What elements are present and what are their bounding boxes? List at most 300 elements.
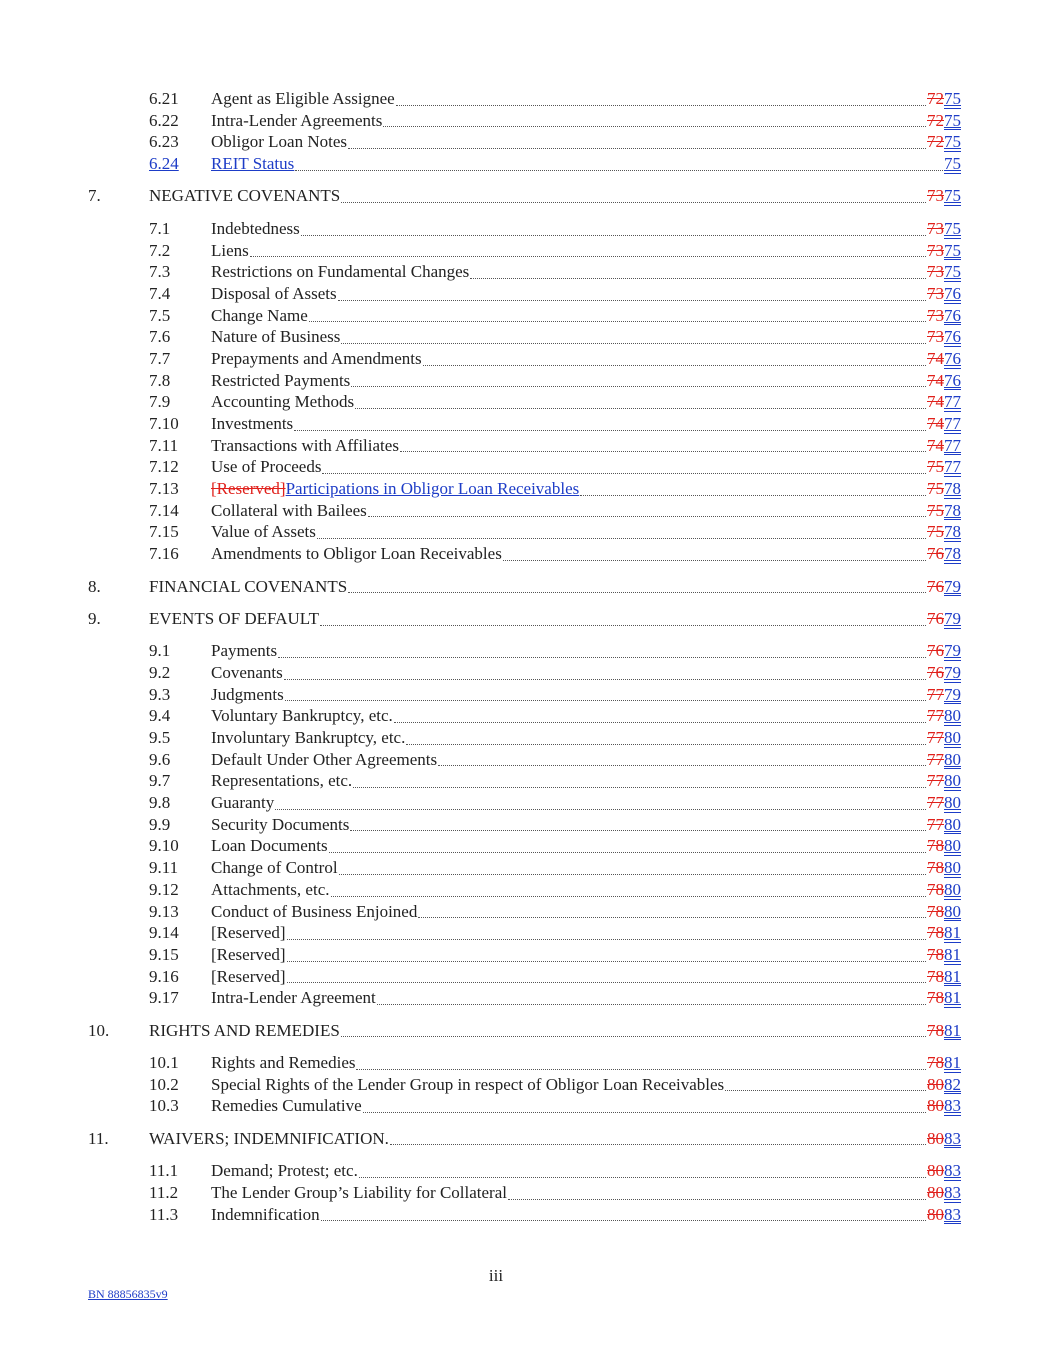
toc-entry-line [211, 131, 961, 153]
toc-entry-title: Agent as Eligible Assignee [211, 89, 395, 108]
toc-entry-number: 7.11 [149, 435, 179, 455]
toc-page-number[interactable] [927, 261, 961, 283]
toc-entry[interactable] [0, 684, 1055, 706]
inserted-page-number: 83 [944, 1204, 961, 1224]
dot-leader [396, 104, 926, 106]
toc-entry-line [211, 922, 961, 944]
toc-entry[interactable] [0, 705, 1055, 727]
toc-entry[interactable] [0, 1128, 1055, 1150]
toc-entry[interactable] [0, 88, 1055, 110]
toc-entry-line [211, 1052, 961, 1074]
toc-entry-title: Amendments to Obligor Loan Receivables [211, 544, 502, 564]
deleted-page-number: 73 [927, 305, 944, 325]
toc-page-number[interactable] [927, 1074, 961, 1096]
dot-leader [383, 125, 926, 127]
dot-leader [508, 1198, 926, 1200]
toc-entry[interactable] [0, 370, 1055, 392]
toc-page-number[interactable] [927, 1160, 961, 1182]
dot-leader [341, 342, 926, 344]
inserted-page-number: 81 [944, 988, 961, 1008]
toc-entry-line [149, 1020, 961, 1042]
deleted-page-number: 80 [927, 1161, 944, 1181]
toc-entry-number: 11.1 [149, 1161, 179, 1181]
deleted-page-number: 80 [927, 1182, 944, 1202]
toc-entry-number: 9.10 [149, 836, 179, 856]
deleted-page-number: 73 [927, 283, 944, 303]
toc-page-number[interactable] [927, 684, 961, 706]
toc-entry[interactable] [0, 987, 1055, 1009]
toc-entry[interactable] [0, 901, 1055, 923]
dot-leader [438, 764, 926, 766]
toc-entry-title: REIT Status [211, 154, 295, 174]
toc-entry-line [211, 770, 961, 792]
inserted-page-number: 78 [944, 544, 961, 564]
deleted-page-number: 80 [927, 1128, 944, 1148]
deleted-page-number: 73 [927, 327, 944, 347]
toc-entry-number: 9.14 [149, 923, 179, 943]
toc-entry[interactable] [0, 966, 1055, 988]
page-number: iii [488, 1266, 504, 1285]
toc-page-number[interactable] [927, 1020, 961, 1042]
toc-entry[interactable] [0, 814, 1055, 836]
deleted-page-number: 76 [927, 608, 944, 628]
toc-page-number[interactable] [927, 987, 961, 1009]
toc-entry-line [211, 435, 961, 457]
toc-page-number[interactable] [927, 131, 961, 153]
toc-entry-number: 10.1 [149, 1053, 179, 1072]
toc-entry[interactable] [0, 1074, 1055, 1096]
toc-entry-title: Restricted Payments [211, 370, 351, 390]
inserted-page-number: 76 [944, 305, 961, 325]
deleted-page-number: 73 [927, 218, 944, 238]
toc-entry-number: 9.6 [149, 749, 171, 769]
toc-page-number[interactable] [927, 413, 961, 435]
toc-page-number[interactable] [927, 478, 961, 500]
toc-page-number[interactable] [927, 500, 961, 522]
inserted-title-text: Participations in Obligor Loan Receivables [285, 479, 580, 499]
toc-page-number[interactable] [944, 153, 961, 175]
toc-entry-line [211, 326, 961, 348]
toc-entry-number: 10.2 [149, 1074, 179, 1094]
toc-page-number[interactable] [927, 749, 961, 771]
toc-entry[interactable] [0, 770, 1055, 792]
toc-entry[interactable] [0, 326, 1055, 348]
inserted-page-number: 79 [944, 684, 961, 704]
toc-entry-line [211, 218, 961, 240]
inserted-page-number: 83 [944, 1182, 961, 1202]
toc-entry[interactable] [0, 1182, 1055, 1204]
toc-entry-number: 9.12 [149, 879, 179, 899]
deleted-page-number: 74 [927, 392, 944, 412]
toc-page-number[interactable] [927, 521, 961, 543]
toc-page-number[interactable] [927, 305, 961, 327]
toc-entry[interactable] [0, 792, 1055, 814]
toc-entry[interactable] [0, 749, 1055, 771]
inserted-page-number: 76 [944, 348, 961, 368]
toc-entry-line [211, 662, 961, 684]
toc-page-number[interactable] [927, 185, 961, 207]
inserted-page-number: 77 [944, 435, 961, 455]
dot-leader [329, 851, 926, 853]
toc-entry-title: Attachments, etc. [211, 879, 330, 899]
dot-leader [470, 277, 926, 279]
dot-leader [339, 873, 926, 875]
dot-leader [331, 895, 927, 897]
inserted-page-number: 80 [944, 879, 961, 899]
toc-entry[interactable] [0, 543, 1055, 565]
toc-page-number[interactable] [927, 792, 961, 814]
toc-entry-line [211, 684, 961, 706]
dot-leader [320, 624, 926, 626]
toc-entry[interactable] [0, 283, 1055, 305]
inserted-page-number: 80 [944, 901, 961, 921]
toc-entry-line [211, 521, 961, 543]
toc-page-number[interactable] [927, 835, 961, 857]
deleted-page-number: 75 [927, 479, 944, 499]
toc-entry[interactable] [0, 521, 1055, 543]
toc-page-number[interactable] [927, 218, 961, 240]
toc-entry-line [149, 185, 961, 207]
toc-entry-line [211, 413, 961, 435]
deleted-page-number: 76 [927, 576, 944, 596]
toc-entry-number: 7.12 [149, 457, 179, 477]
toc-entry[interactable] [0, 640, 1055, 662]
toc-entry-title: [Reserved] [211, 966, 286, 986]
inserted-page-number: 75 [944, 262, 961, 282]
toc-entry-title: Accounting Methods [211, 392, 355, 412]
deleted-page-number: 75 [927, 522, 944, 542]
toc-entry-title: Remedies Cumulative [211, 1096, 362, 1116]
toc-entry[interactable] [0, 240, 1055, 262]
toc-entry-title: Investments [211, 414, 294, 433]
deleted-page-number: 74 [927, 435, 944, 455]
inserted-page-number: 79 [944, 662, 961, 682]
dot-leader [348, 147, 926, 149]
toc-entry-line [211, 987, 961, 1009]
toc-page-number[interactable] [927, 1052, 961, 1074]
dot-leader [341, 201, 926, 203]
toc-entry-line [211, 1160, 961, 1182]
inserted-page-number: 81 [944, 923, 961, 943]
toc-entry[interactable] [0, 500, 1055, 522]
deleted-page-number: 77 [927, 749, 944, 769]
toc-entry-line [211, 901, 961, 923]
toc-entry-title: Conduct of Business Enjoined [211, 901, 418, 921]
dot-leader [580, 494, 926, 496]
toc-entry-number: 7.5 [149, 305, 171, 325]
dot-leader [359, 1176, 926, 1178]
toc-entry[interactable] [0, 456, 1055, 478]
toc-entry-number: 9.13 [149, 901, 179, 921]
toc-page-number[interactable] [927, 640, 961, 662]
toc-entry-line [149, 608, 961, 630]
dot-leader [287, 981, 926, 983]
toc-entry-number: 8. [88, 576, 101, 596]
toc-entry[interactable] [0, 727, 1055, 749]
toc-entry-line [211, 478, 961, 500]
inserted-page-number: 75 [944, 132, 961, 152]
toc-entry-number: 9.15 [149, 944, 179, 964]
dot-leader [356, 1068, 926, 1070]
toc-entry[interactable] [0, 261, 1055, 283]
toc-page-number[interactable] [927, 857, 961, 879]
toc-entry-line [211, 1074, 961, 1096]
toc-entry-title: Judgments [211, 684, 284, 704]
toc-page-number[interactable] [927, 348, 961, 370]
toc-entry-title: EVENTS OF DEFAULT [149, 608, 320, 628]
toc-entry[interactable] [0, 478, 1055, 500]
toc-entry-title: Nature of Business [211, 327, 341, 347]
toc-entry[interactable] [0, 305, 1055, 327]
dot-leader [295, 169, 943, 171]
toc-entry[interactable] [0, 922, 1055, 944]
inserted-page-number: 79 [944, 641, 961, 661]
toc-entry-title: Special Rights of the Lender Group in respect of Obligor Loan Receivables [211, 1074, 725, 1094]
toc-entry-title: Demand; Protest; etc. [211, 1161, 358, 1181]
toc-entry-number: 7.16 [149, 544, 179, 564]
inserted-page-number: 75 [944, 218, 961, 238]
toc-entry-title: RIGHTS AND REMEDIES [149, 1020, 340, 1040]
toc-entry-title: Liens [211, 240, 249, 260]
dot-leader [284, 678, 926, 680]
toc-entry-number: 6.24 [149, 154, 179, 174]
toc-page-number[interactable] [927, 901, 961, 923]
toc-page-number[interactable] [927, 391, 961, 413]
dot-leader [250, 255, 926, 257]
toc-entry-line [211, 240, 961, 262]
toc-entry-line [211, 391, 961, 413]
inserted-page-number: 75 [944, 89, 961, 108]
toc-entry[interactable] [0, 1052, 1055, 1074]
toc-page-number[interactable] [927, 662, 961, 684]
toc-entry[interactable] [0, 857, 1055, 879]
toc-entry-title: NEGATIVE COVENANTS [149, 186, 341, 206]
toc-page-number[interactable] [927, 576, 961, 598]
deleted-page-number: 80 [927, 1074, 944, 1094]
toc-entry-line [211, 879, 961, 901]
toc-page-number[interactable] [927, 770, 961, 792]
toc-page-number[interactable] [927, 814, 961, 836]
toc-entry-number: 7.7 [149, 348, 171, 368]
deleted-page-number: 78 [927, 858, 944, 878]
deleted-page-number: 75 [927, 500, 944, 520]
dot-leader [394, 721, 926, 723]
dot-leader [285, 699, 926, 701]
toc-entry-title: Indemnification [211, 1204, 320, 1224]
toc-entry[interactable] [0, 110, 1055, 132]
deleted-page-number: 75 [927, 457, 944, 477]
toc-entry[interactable] [0, 391, 1055, 413]
toc-entry-title: Restrictions on Fundamental Changes [211, 262, 470, 282]
toc-entry[interactable] [0, 218, 1055, 240]
toc-entry-line [211, 640, 961, 662]
toc-page-number[interactable] [927, 705, 961, 727]
toc-entry[interactable] [0, 576, 1055, 598]
toc-entry-line [211, 456, 961, 478]
toc-page-number[interactable] [927, 110, 961, 132]
toc-entry[interactable] [0, 1160, 1055, 1182]
toc-page-number[interactable] [927, 608, 961, 630]
toc-entry[interactable] [0, 944, 1055, 966]
toc-entry-title: Representations, etc. [211, 771, 353, 791]
toc-page-number[interactable] [927, 1182, 961, 1204]
toc-entry-title: Use of Proceeds [211, 457, 322, 477]
toc-entry-title [211, 478, 579, 500]
toc-entry-title: [Reserved] [211, 944, 286, 964]
dot-leader [338, 299, 926, 301]
toc-entry-title: Intra-Lender Agreements [211, 110, 383, 130]
toc-page-number[interactable] [927, 543, 961, 565]
toc-entry-number: 7.10 [149, 414, 179, 433]
toc-entry[interactable] [0, 131, 1055, 153]
toc-page-number[interactable] [927, 944, 961, 966]
toc-entry-line [211, 966, 961, 988]
toc-page-number[interactable] [927, 326, 961, 348]
inserted-page-number: 78 [944, 500, 961, 520]
dot-leader [287, 960, 926, 962]
toc-entry-title: Collateral with Bailees [211, 500, 367, 520]
dot-leader [350, 829, 926, 831]
deleted-page-number: 77 [927, 728, 944, 747]
dot-leader [321, 1219, 926, 1221]
inserted-page-number: 75 [944, 186, 961, 206]
dot-leader [725, 1089, 926, 1091]
inserted-page-number: 78 [944, 522, 961, 542]
toc-page-number[interactable] [927, 922, 961, 944]
deleted-page-number: 77 [927, 793, 944, 813]
toc-entry[interactable] [0, 413, 1055, 435]
inserted-page-number: 78 [944, 479, 961, 499]
inserted-page-number: 76 [944, 327, 961, 347]
toc-entry[interactable] [0, 879, 1055, 901]
deleted-page-number: 74 [927, 348, 944, 368]
toc-entry-line [211, 705, 961, 727]
toc-page-number[interactable] [927, 879, 961, 901]
toc-page-number[interactable] [927, 283, 961, 305]
deleted-page-number: 74 [927, 370, 944, 390]
toc-entry-title: WAIVERS; INDEMNIFICATION. [149, 1128, 389, 1148]
inserted-page-number: 76 [944, 283, 961, 303]
toc-page-number[interactable] [927, 1128, 961, 1150]
toc-entry[interactable] [0, 1095, 1055, 1117]
inserted-page-number: 80 [944, 836, 961, 856]
deleted-page-number: 73 [927, 240, 944, 260]
toc-entry-number: 9.9 [149, 814, 171, 834]
dot-leader [348, 591, 926, 593]
toc-entry-title: Default Under Other Agreements [211, 749, 438, 769]
toc-entry-title: The Lender Group’s Liability for Collateral [211, 1182, 507, 1202]
toc-entry-title: Payments [211, 641, 278, 661]
toc-entry-line [211, 749, 961, 771]
toc-entry-title: Obligor Loan Notes [211, 132, 347, 152]
toc-page-number[interactable] [927, 727, 961, 749]
toc-entry-number: 9.16 [149, 966, 179, 986]
inserted-page-number: 75 [944, 154, 961, 174]
toc-entry-line [211, 944, 961, 966]
dot-leader [355, 407, 926, 409]
toc-page-number[interactable] [927, 1095, 961, 1117]
toc-entry[interactable] [0, 662, 1055, 684]
toc-entry-line [211, 283, 961, 305]
deleted-page-number: 78 [927, 923, 944, 943]
deleted-page-number: 80 [927, 1096, 944, 1116]
toc-entry[interactable] [0, 608, 1055, 630]
toc-entry-title: Covenants [211, 662, 283, 682]
toc-entry-line [211, 348, 961, 370]
toc-entry[interactable] [0, 835, 1055, 857]
toc-entry-line [211, 792, 961, 814]
toc-entry-number: 9.11 [149, 858, 179, 878]
toc-entry[interactable] [0, 348, 1055, 370]
toc-entry-number: 10.3 [149, 1096, 179, 1116]
toc-entry-number: 9.4 [149, 706, 171, 726]
toc-entry-line [211, 305, 961, 327]
inserted-page-number: 83 [944, 1161, 961, 1181]
toc-entry[interactable] [0, 1020, 1055, 1042]
toc-page-number[interactable] [927, 456, 961, 478]
deleted-page-number: 72 [927, 132, 944, 152]
dot-leader [400, 450, 926, 452]
toc-page-number[interactable] [927, 370, 961, 392]
toc-page-number[interactable] [927, 88, 961, 110]
toc-entry-line [211, 543, 961, 565]
dot-leader [317, 537, 926, 539]
toc-entry-number: 9.5 [149, 728, 171, 747]
inserted-page-number: 81 [944, 1020, 961, 1040]
toc-entry-number: 7.2 [149, 240, 171, 260]
inserted-page-number: 80 [944, 793, 961, 813]
deleted-page-number: 72 [927, 89, 944, 108]
toc-page-number[interactable] [927, 1204, 961, 1226]
dot-leader [368, 515, 926, 517]
deleted-page-number: 78 [927, 836, 944, 856]
toc-entry-number: 11.2 [149, 1182, 179, 1202]
toc-entry[interactable] [0, 1204, 1055, 1226]
toc-entry-number: 10. [88, 1020, 110, 1040]
toc-page-number[interactable] [927, 966, 961, 988]
toc-entry-number: 7.8 [149, 370, 171, 390]
dot-leader [418, 916, 926, 918]
table-of-contents [0, 88, 1055, 1225]
toc-entry[interactable] [0, 435, 1055, 457]
dot-leader [287, 938, 926, 940]
toc-entry[interactable] [0, 185, 1055, 207]
deleted-page-number: 77 [927, 771, 944, 791]
toc-entry-title: Voluntary Bankruptcy, etc. [211, 706, 393, 726]
toc-entry-number: 6.22 [149, 110, 179, 130]
toc-entry-number: 9.17 [149, 988, 179, 1008]
toc-page-number[interactable] [927, 435, 961, 457]
dot-leader [503, 559, 926, 561]
dot-leader [406, 743, 926, 745]
toc-entry-number: 11.3 [149, 1204, 179, 1224]
toc-entry-title: Loan Documents [211, 836, 328, 856]
inserted-page-number: 77 [944, 457, 961, 477]
toc-entry-line [211, 835, 961, 857]
inserted-page-number: 80 [944, 858, 961, 878]
toc-entry-line [211, 88, 961, 110]
toc-entry-number: 7.14 [149, 500, 179, 520]
dot-leader [341, 1035, 926, 1037]
toc-entry-title: Involuntary Bankruptcy, etc. [211, 728, 406, 747]
deleted-page-number: 78 [927, 1020, 944, 1040]
toc-entry-title: [Reserved] [211, 923, 286, 943]
toc-entry[interactable] [0, 153, 1055, 175]
deleted-title-text: [Reserved] [211, 479, 286, 499]
deleted-page-number: 78 [927, 901, 944, 921]
deleted-page-number: 73 [927, 186, 944, 206]
toc-page-number[interactable] [927, 240, 961, 262]
